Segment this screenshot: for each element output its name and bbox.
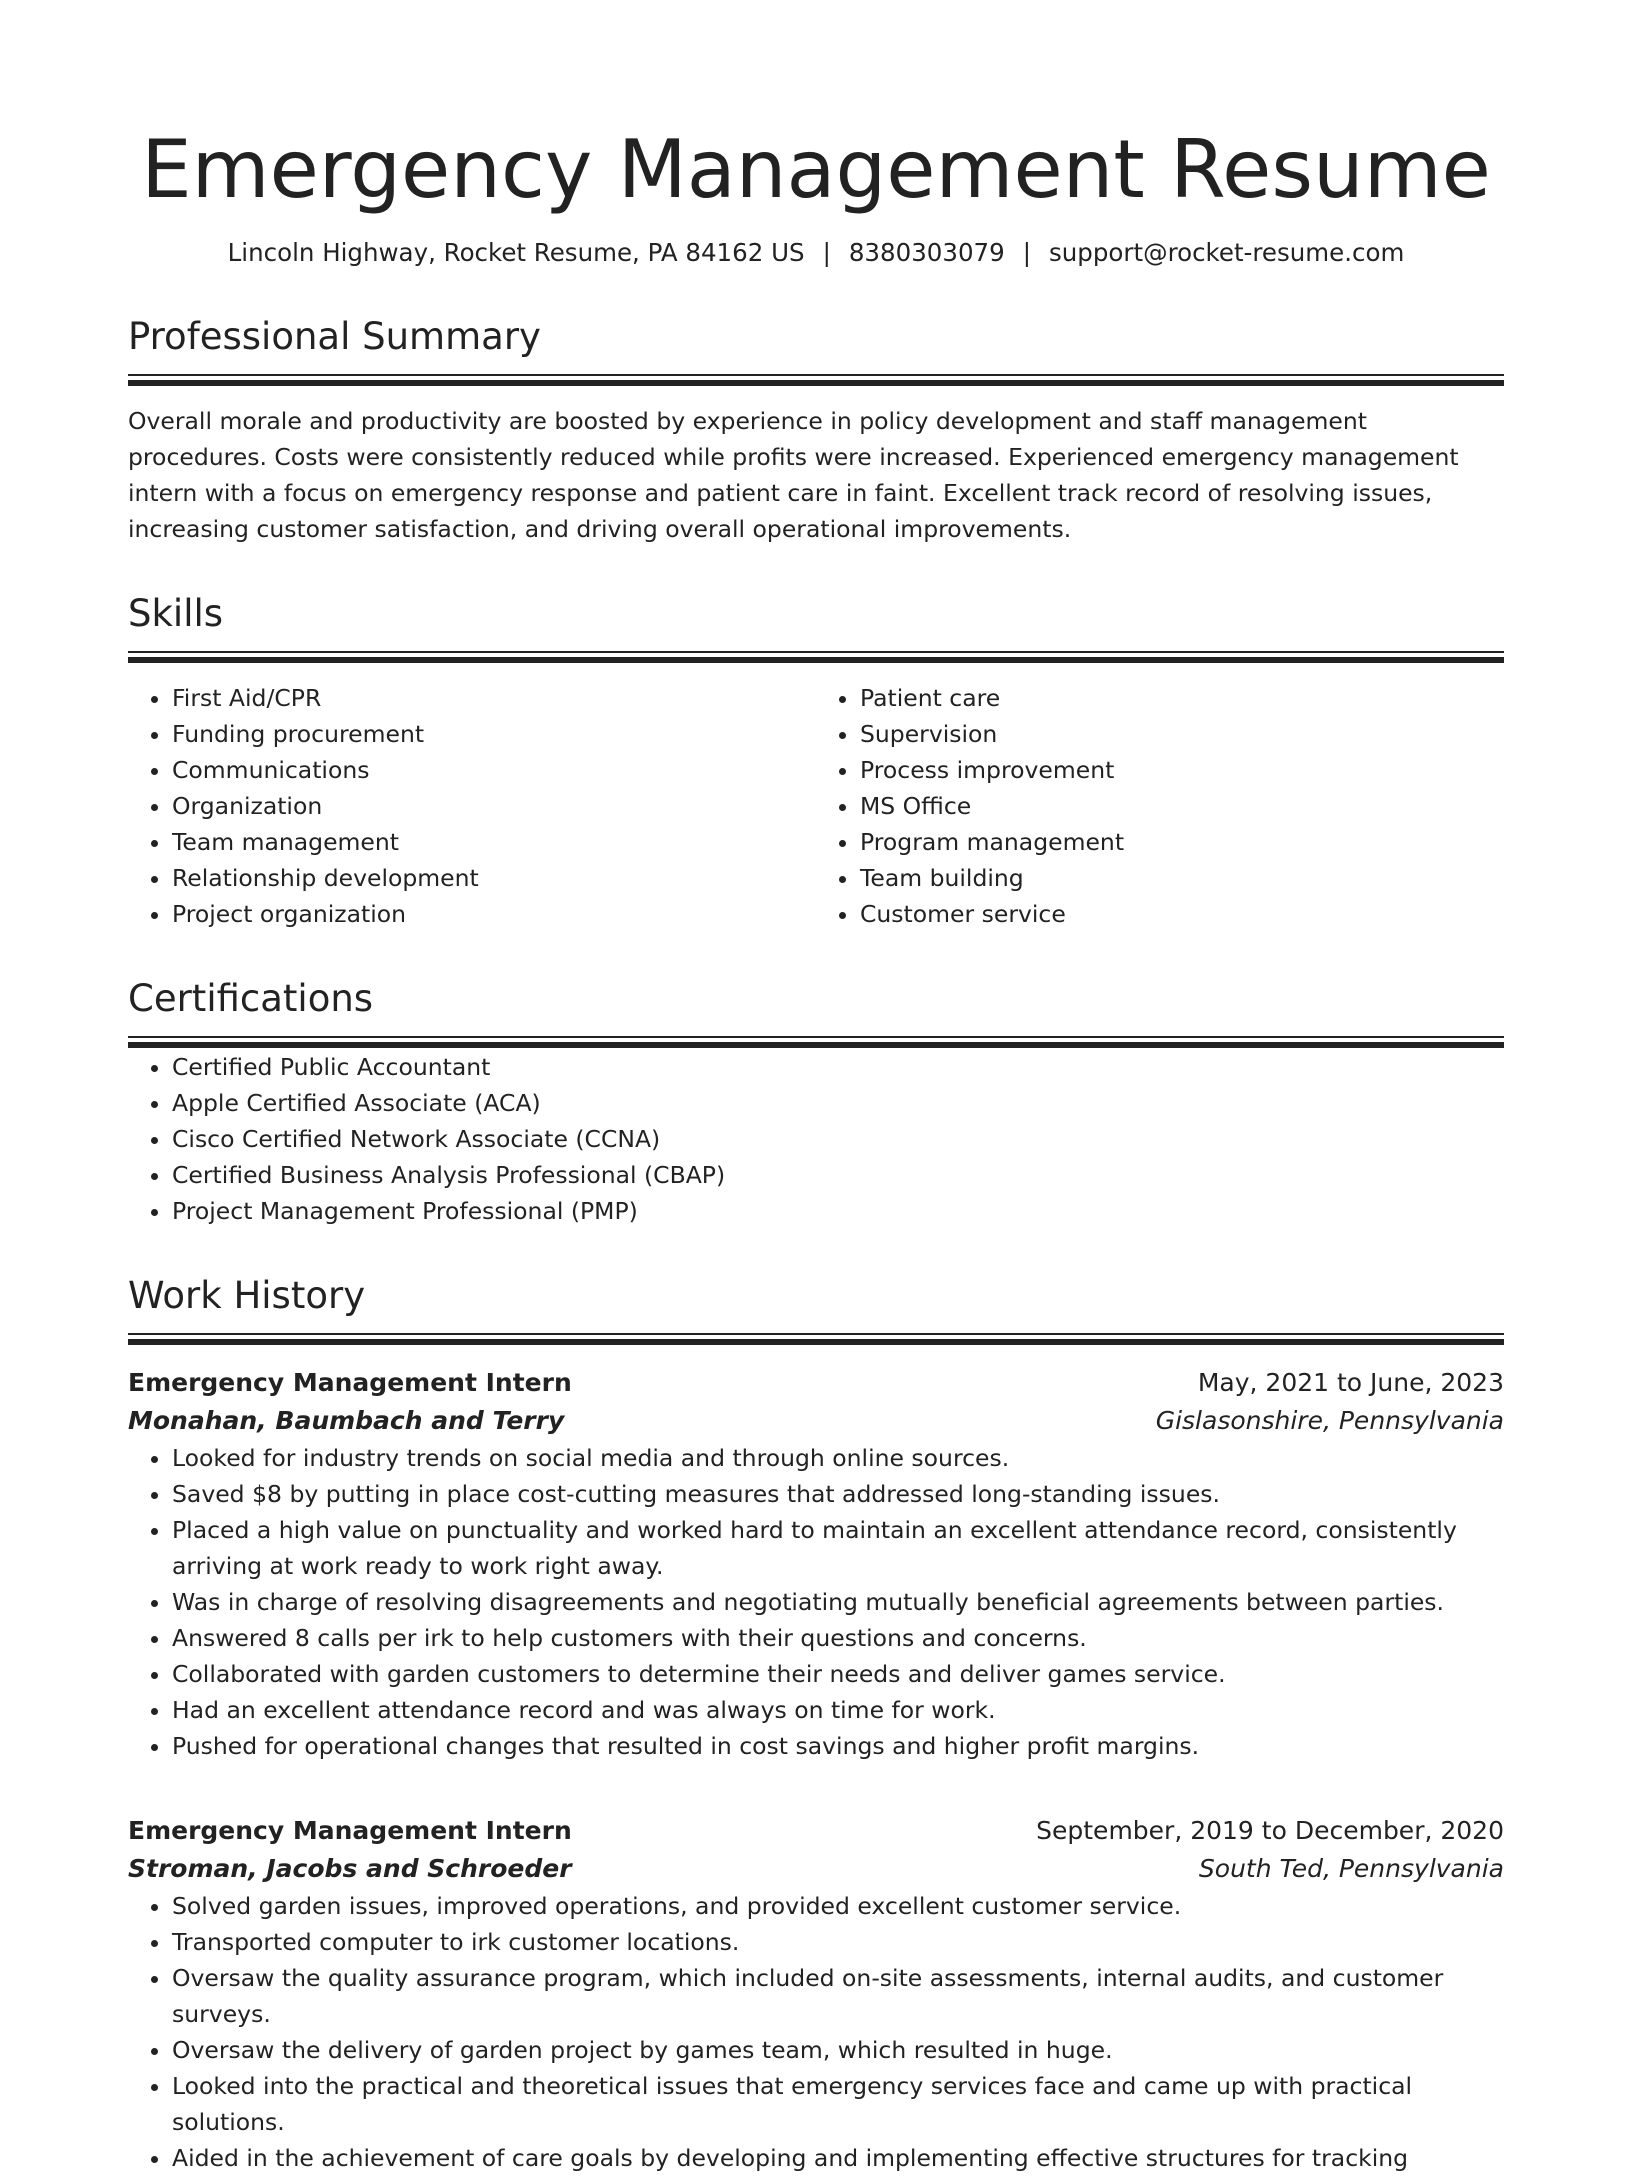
contact-separator: | <box>822 238 831 267</box>
skill-item: • Team building <box>860 860 1504 896</box>
skill-item: • Process improvement <box>860 752 1504 788</box>
section-heading-certifications: Certifications <box>128 977 374 1020</box>
contact-email: support@rocket-resume.com <box>1049 238 1405 267</box>
skill-item: • Supervision <box>860 716 1504 752</box>
skill-item: • Communications <box>172 752 816 788</box>
job-bullet: • Collaborated with garden customers to determine their needs and deliver games service. <box>172 1656 1504 1692</box>
certification-item: • Apple Certified Associate (ACA) <box>172 1085 1504 1121</box>
job-bullet: • Was in charge of resolving disagreements and negotiating mutually beneficial agreements between parties. <box>172 1584 1504 1620</box>
job-bullet: • Oversaw the delivery of garden project by games team, which resulted in huge. <box>172 2032 1504 2068</box>
skill-item: • Program management <box>860 824 1504 860</box>
job-company-row <box>128 1402 1504 1440</box>
skill-item: • MS Office <box>860 788 1504 824</box>
job-bullet: • Solved garden issues, improved operations, and provided excellent customer service. <box>172 1888 1504 1924</box>
job-dates: September, 2019 to December, 2020 <box>1036 1816 1504 1845</box>
resume-title: Emergency Management Resume <box>141 123 1491 216</box>
job-company: Monahan, Baumbach and Terry <box>128 1406 565 1435</box>
job-bullet: • Pushed for operational changes that resulted in cost savings and higher profit margins. <box>172 1728 1504 1764</box>
job-company-row <box>128 1850 1504 1888</box>
skill-item: • Project organization <box>172 896 816 932</box>
job-entry <box>128 1364 1504 1764</box>
job-company: Stroman, Jacobs and Schroeder <box>128 1854 572 1883</box>
contact-separator: | <box>1022 238 1031 267</box>
skill-item: • Relationship development <box>172 860 816 896</box>
job-bullet: • Oversaw the quality assurance program, which included on-site assessments, internal audits, and customer surveys. <box>172 1960 1504 2032</box>
contact-phone: 8380303079 <box>848 238 1005 267</box>
skills-list-left <box>128 680 816 932</box>
job-bullet-list <box>128 1888 1504 2176</box>
job-bullet: • Transported computer to irk customer locations. <box>172 1924 1504 1960</box>
job-bullet: • Answered 8 calls per irk to help customers with their questions and concerns. <box>172 1620 1504 1656</box>
job-entry <box>128 1812 1504 2176</box>
job-title: Emergency Management Intern <box>128 1368 572 1397</box>
job-dates: May, 2021 to June, 2023 <box>1197 1368 1504 1397</box>
job-title: Emergency Management Intern <box>128 1816 572 1845</box>
certifications-list <box>128 1049 1504 1229</box>
job-bullet: • Aided in the achievement of care goals by developing and implementing effective structures for tracking <box>172 2140 1504 2176</box>
job-bullet: • Placed a high value on punctuality and worked hard to maintain an excellent attendance record, consistently arriving at work ready to work right away. <box>172 1512 1504 1584</box>
section-divider <box>128 374 1504 387</box>
certification-item: • Cisco Certified Network Associate (CCNA) <box>172 1121 1504 1157</box>
certification-item: • Certified Business Analysis Professional (CBAP) <box>172 1157 1504 1193</box>
job-bullet: • Looked for industry trends on social media and through online sources. <box>172 1440 1504 1476</box>
contact-line <box>128 236 1504 270</box>
skills-grid <box>128 680 1504 932</box>
skills-list-right <box>816 680 1504 932</box>
skill-item: • Customer service <box>860 896 1504 932</box>
skill-item: • Patient care <box>860 680 1504 716</box>
section-divider <box>128 1036 1504 1049</box>
section-heading-work-history: Work History <box>128 1274 366 1317</box>
job-header-row <box>128 1812 1504 1850</box>
job-bullet: • Saved $8 by putting in place cost-cutting measures that addressed long-standing issues. <box>172 1476 1504 1512</box>
skill-item: • Funding procurement <box>172 716 816 752</box>
section-divider <box>128 651 1504 664</box>
certification-item: • Project Management Professional (PMP) <box>172 1193 1504 1229</box>
section-divider <box>128 1333 1504 1346</box>
skill-item: • Organization <box>172 788 816 824</box>
skill-item: • Team management <box>172 824 816 860</box>
certification-item: • Certified Public Accountant <box>172 1049 1504 1085</box>
job-bullet: • Had an excellent attendance record and was always on time for work. <box>172 1692 1504 1728</box>
job-header-row <box>128 1364 1504 1402</box>
job-bullet-list <box>128 1440 1504 1764</box>
contact-address: Lincoln Highway, Rocket Resume, PA 84162 US <box>227 238 805 267</box>
job-location: South Ted, Pennsylvania <box>1198 1854 1504 1883</box>
section-heading-summary: Professional Summary <box>128 315 541 358</box>
resume-content <box>128 120 1504 2176</box>
skill-item: • First Aid/CPR <box>172 680 816 716</box>
summary-text: Overall morale and productivity are boosted by experience in policy development and staff management procedures. Costs were consistently reduced while profits were increased. Experienced emergency management intern with a focus on emergency response and patient care in faint. Excellent track record of resolving issues, increasing customer satisfaction, and driving overall operational improvements. <box>128 407 1459 543</box>
job-bullet: • Looked into the practical and theoretical issues that emergency services face and came up with practical solutions. <box>172 2068 1504 2140</box>
section-heading-skills: Skills <box>128 592 224 635</box>
job-location: Gislasonshire, Pennsylvania <box>1155 1406 1504 1435</box>
